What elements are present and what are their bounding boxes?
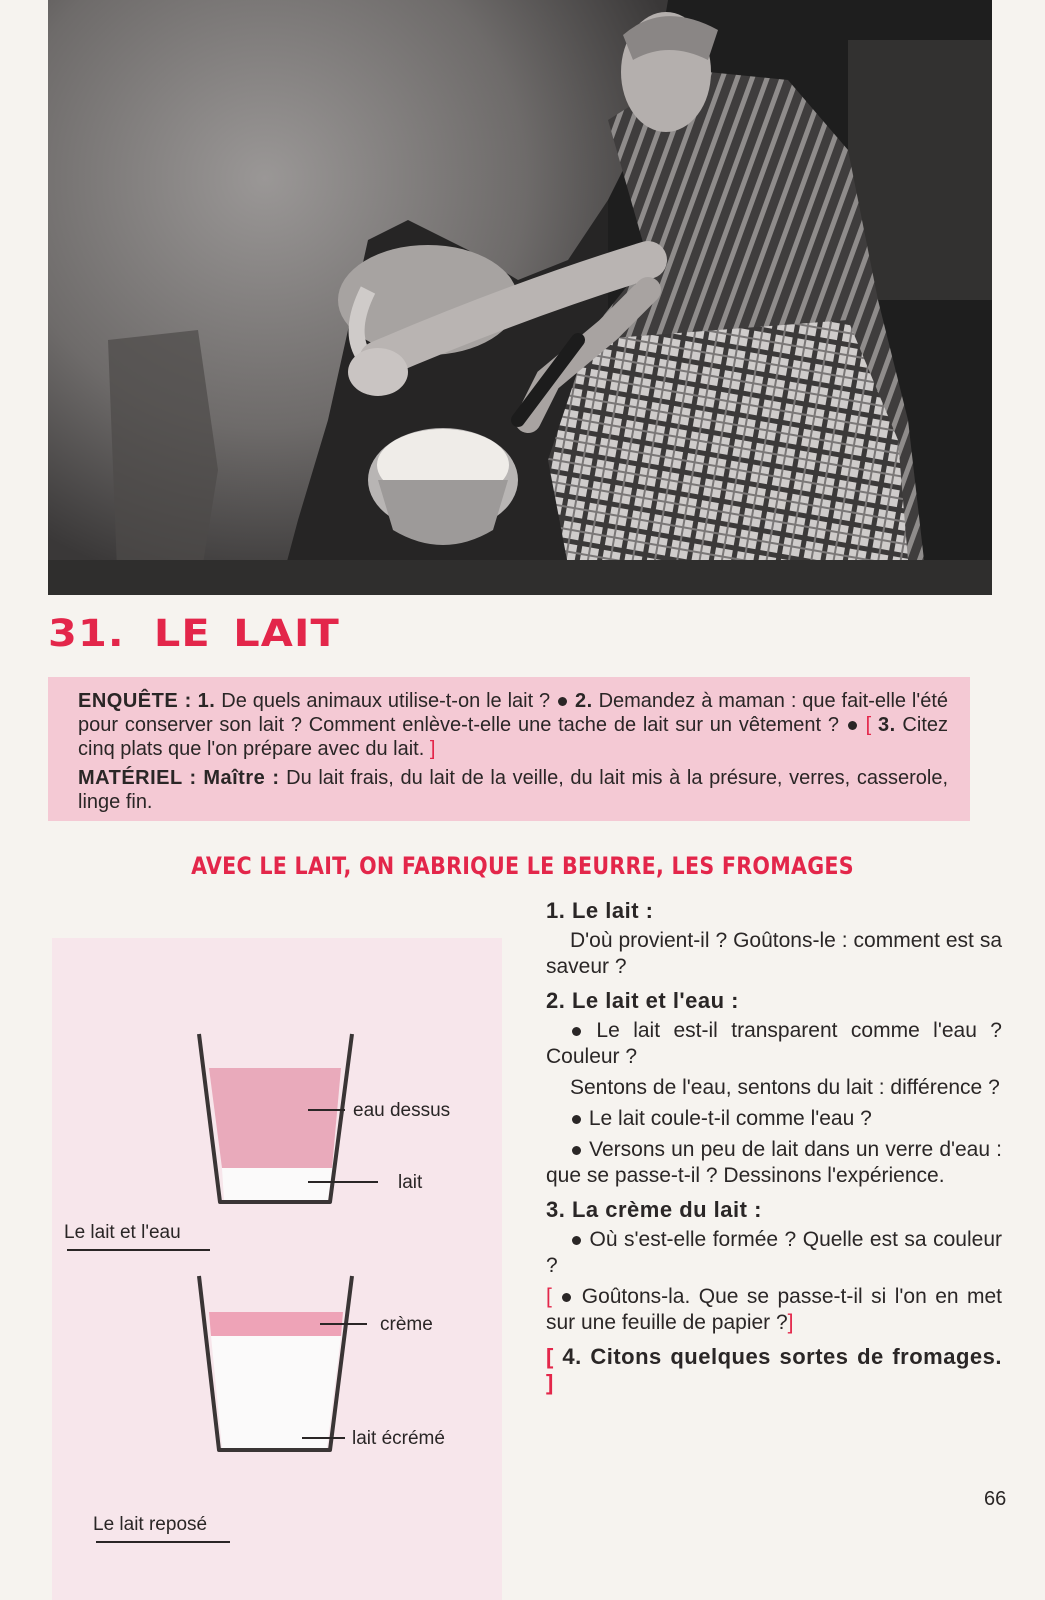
section-4 [546,1344,1002,1396]
section-subtitle: AVEC LE LAIT, ON FABRIQUE LE BEURRE, LES FROMAGES [191,852,854,880]
enquete-paragraph [78,689,948,761]
chapter-title-word2: LAIT [233,612,340,655]
section-3-text-2: Goûtons-la. Que se passe-t-il si l'on en met sur une feuille de papier ? [546,1285,1003,1334]
section-3-title: 3. La crème du lait : [546,1197,762,1222]
bullet-icon [572,1027,581,1036]
chapter-title [48,612,340,655]
enquete-q2-text: Demandez à maman : que fait-elle l'été pour conserver son lait ? Comment enlève-t-elle une tache de lait sur un vêtement ? [78,690,948,736]
section-3-paragraph-2 [546,1284,1002,1336]
section-4-open-bracket: [ [546,1344,554,1369]
section-4-close-bracket: ] [546,1370,554,1395]
section-4-text: 4. Citons quelques sortes de fromages. [553,1344,1002,1369]
glass2-bottom-label: lait écrémé [352,1428,445,1449]
section-1-paragraph: D'où provient-il ? Goûtons-le : comment est sa saveur ? [546,929,1002,978]
glass1-bottom-label: lait [398,1172,423,1193]
chapter-title-word1: LE [153,612,211,655]
section-3-text-1: Où s'est-elle formée ? Quelle est sa couleur ? [546,1228,1002,1277]
section-3 [546,1197,1002,1336]
enquete-q2-number: 2. [574,690,593,712]
section-2-paragraph-3 [546,1106,1002,1132]
glass1-top-label: eau dessus [353,1100,451,1121]
section-3-close-bracket: ] [787,1311,794,1334]
section-3-open-bracket: [ [546,1285,552,1308]
bullet-icon [572,1146,581,1155]
enquete-q3-text: Citez cinq plats que l'on prépare avec du lait. [78,714,948,760]
page-number: 66 [984,1488,1007,1510]
glass1-milk-layer [222,1168,332,1200]
figure-panel [52,938,502,1600]
enquete-box [48,677,970,821]
bullet-icon [848,721,857,730]
section-2-text-3: Le lait coule-t-il comme l'eau ? [583,1107,872,1130]
section-2-text-4: Versons un peu de lait dans un verre d'eau : que se passe-t-il ? Dessinons l'expérience. [546,1138,1002,1187]
section-3-paragraph-1 [546,1227,1002,1279]
glass2-top-label: crème [380,1314,433,1335]
materiel-paragraph [78,766,948,814]
glass-milk-and-water [199,1034,450,1202]
section-2-text-1: Le lait est-il transparent comme l'eau ? Couleur ? [546,1019,1002,1068]
enquete-q3-number: 3. [877,714,896,736]
section-2-paragraph-4 [546,1137,1002,1189]
enquete-q1-text: De quels animaux utilise-t-on le lait ? [215,690,551,712]
bullet-icon [572,1236,581,1245]
section-2-title: 2. Le lait et l'eau : [546,988,740,1013]
glass1-caption: Le lait et l'eau [64,1222,181,1243]
section-2-paragraph-1 [546,1018,1002,1070]
photo-milking-cow [48,0,992,595]
section-2-paragraph-2: Sentons de l'eau, sentons du lait : différence ? [570,1076,1000,1099]
section-2 [546,988,1002,1189]
glass2-skimmed-milk-layer [211,1336,341,1448]
lesson-text [546,898,1002,1401]
bullet-icon [558,697,567,706]
glass1-water-layer [209,1068,341,1168]
materiel-who: Maître : [203,767,280,789]
enquete-q3-open-bracket: [ [865,714,872,736]
enquete-q1-number: 1. [197,690,216,712]
materiel-label: MATÉRIEL : [78,767,197,789]
bullet-icon [562,1293,571,1302]
materiel-text: Du lait frais, du lait de la veille, du lait mis à la présure, verres, casserole, linge fin. [78,767,949,813]
glasses-figure [52,938,502,1600]
chapter-number: 31. [48,612,125,655]
photo-milking-cow-image [48,0,992,595]
section-1-title: 1. Le lait : [546,898,654,923]
bullet-icon [572,1115,581,1124]
enquete-q3-close-bracket: ] [429,738,436,760]
enquete-label: ENQUÊTE : [78,690,192,712]
glass-rested-milk [199,1276,445,1450]
section-1 [546,898,1002,980]
glass2-caption: Le lait reposé [93,1514,208,1535]
